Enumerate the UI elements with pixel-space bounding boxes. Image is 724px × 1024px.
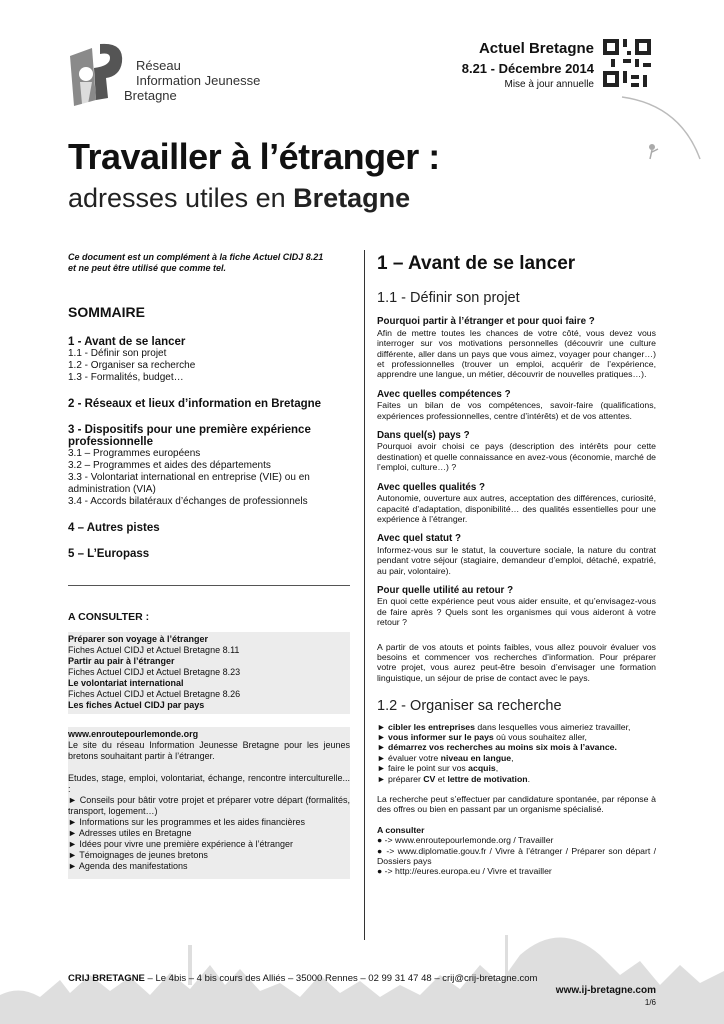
footer-website[interactable]: www.ij-bretagne.com xyxy=(555,985,656,996)
toc-item: 3.2 – Programmes et aides des départements xyxy=(68,460,271,471)
column-divider xyxy=(364,250,365,940)
question-3: Dans quel(s) pays ? xyxy=(377,430,470,442)
site-item: ► Témoignages de jeunes bretons xyxy=(68,850,208,860)
issue-number: 8.21 - Décembre 2014 xyxy=(461,61,594,76)
checklist-item: ► préparer CV et lettre de motivation. xyxy=(377,773,530,784)
toc-section-2: 2 - Réseaux et lieux d’information en Bretagne xyxy=(68,398,322,410)
consulter-line: Fiches Actuel CIDJ et Actuel Bretagne 8.23 xyxy=(68,667,241,677)
checklist-item: ► cibler les entreprises dans lesquelles vous aimeriez travailler, xyxy=(377,721,631,732)
site-topics: Etudes, stage, emploi, volontariat, échange, rencontre interculturelle... : xyxy=(68,773,350,794)
question-6: Pour quelle utilité au retour ? xyxy=(377,584,514,596)
toc-item: 3.3 - Volontariat international en entreprise (VIE) ou en xyxy=(68,472,310,483)
search-paragraph: La recherche peut s’effectuer par candidature spontanée, par réponse à des offres ou bien en passant par un organisme spécialisé. xyxy=(377,794,656,815)
divider-line xyxy=(68,585,350,586)
site-item: ► Idées pour vivre une première expérience à l’étranger xyxy=(68,839,294,849)
toc-section-3a: 3 - Dispositifs pour une première expérience xyxy=(68,424,311,436)
consulter-line: Fiches Actuel CIDJ et Actuel Bretagne 8.26 xyxy=(68,689,241,699)
footer-address xyxy=(68,973,537,984)
consulter-line: Préparer son voyage à l’étranger xyxy=(68,634,209,644)
answer-6: En quoi cette expérience peut vous aider ensuite, et qu’envisagez-vous de faire après ? Quels sont les organismes qui vous aideront à votre retour ? xyxy=(377,596,656,628)
right-column xyxy=(377,290,656,877)
site-item: ► Informations sur les programmes et les aides financières xyxy=(68,817,306,827)
series-name: Actuel Bretagne xyxy=(478,40,594,57)
toc-item: 1.3 - Formalités, budget… xyxy=(68,372,184,383)
logo-line-2: Information Jeunesse xyxy=(136,73,261,88)
checklist-item: ► faire le point sur vos acquis, xyxy=(377,763,499,774)
site-link[interactable]: www.enroutepourlemonde.org xyxy=(68,729,199,739)
answer-3: Pourquoi avoir choisi ce pays (description des intérêts pour cette destination) et quelle connaissance en avez-vous (économie, marché de l’emploi, culture…) ? xyxy=(377,441,656,473)
toc-item: 1.1 - Définir son projet xyxy=(68,348,167,359)
update-note: Mise à jour annuelle xyxy=(504,79,594,90)
toc-section-3b: professionnelle xyxy=(68,436,153,448)
logo-line-1: Réseau xyxy=(136,58,181,73)
checklist-item: ► vous informer sur le pays où vous souhaitez aller, xyxy=(377,732,587,742)
question-5: Avec quel statut ? xyxy=(377,533,462,545)
question-2: Avec quelles compétences ? xyxy=(377,388,511,400)
page-title: Travailler à l’étranger : xyxy=(68,136,440,177)
consulter-line: Le volontariat international xyxy=(68,678,184,688)
consult-heading: A consulter xyxy=(377,824,425,835)
consulter-box-site xyxy=(68,727,350,879)
answer-4: Autonomie, ouverture aux autres, acceptation des différences, curiosité, capacité d’adaptation, disponibilité… des qualités essentielles pour une expérience à l’étranger. xyxy=(377,493,656,524)
subtitle-bold: Bretagne xyxy=(293,183,411,213)
page-subtitle xyxy=(68,183,410,214)
toc-item: administration (VIA) xyxy=(68,484,156,495)
link-item[interactable]: ● -> www.diplomatie.gouv.fr / Vivre à l’étranger / Préparer son départ / Dossiers pays xyxy=(377,845,656,867)
checklist-item: ► démarrez vos recherches au moins six mois à l’avance. xyxy=(377,742,617,753)
answer-1: Afin de mettre toutes les chances de votre côté, vous devez vous interroger sur vos motivations personnelles (découvrir une culture différente, aller dans un pays que vous aimez, voyager pour changer…) et professionnelles (trouver un emploi, acquérir de l’expérience, apprendre une langue, un métier, découvrir de nouvelles pratiques…). xyxy=(377,327,656,380)
checklist xyxy=(377,722,656,784)
consulter-line: Fiches Actuel CIDJ et Actuel Bretagne 8.11 xyxy=(68,645,240,655)
footer-org: CRIJ BRETAGNE xyxy=(68,973,145,984)
link-item[interactable]: ● -> www.enroutepourlemonde.org / Travailler xyxy=(377,835,554,846)
sommaire-heading: SOMMAIRE xyxy=(68,304,145,320)
consulter-line: Les fiches Actuel CIDJ par pays xyxy=(68,700,205,710)
section-heading-1: 1 – Avant de se lancer xyxy=(377,253,576,274)
intro-line-2: et ne peut être utilisé que comme tel. xyxy=(68,263,227,273)
toc-section-4: 4 – Autres pistes xyxy=(68,522,160,534)
question-1: Pourquoi partir à l’étranger et pour quoi faire ? xyxy=(377,316,595,328)
site-description: Le site du réseau Information Jeunesse Bretagne pour les jeunes bretons souhaitant partir à l’étranger. xyxy=(68,740,350,761)
consulter-line: Partir au pair à l’étranger xyxy=(68,656,175,666)
toc-item: 3.1 – Programmes européens xyxy=(68,448,201,459)
consulter-box-fiches xyxy=(68,632,350,714)
toc-section-1: 1 - Avant de se lancer xyxy=(68,336,186,348)
logo-line-3: Bretagne xyxy=(124,88,177,103)
checklist-item: ► évaluer votre niveau en langue, xyxy=(377,752,514,763)
sommaire-list xyxy=(68,336,350,560)
footer-address-text: – Le 4bis – 4 bis cours des Alliés – 35000 Rennes – 02 99 31 47 48 – crij@crij-bretagne.com xyxy=(144,973,538,984)
subsection-heading-1-2: 1.2 - Organiser sa recherche xyxy=(377,698,562,715)
question-4: Avec quelles qualités ? xyxy=(377,481,485,493)
subsection-heading-1-1: 1.1 - Définir son projet xyxy=(377,290,520,306)
intro-line-1: Ce document est un complément à la fiche Actuel CIDJ 8.21 xyxy=(68,252,324,262)
intro-note xyxy=(68,252,350,274)
toc-section-5: 5 – L’Europass xyxy=(68,548,150,560)
site-item: ► Agenda des manifestations xyxy=(68,861,188,871)
site-item: ► Conseils pour bâtir votre projet et préparer votre départ (formalités, transport, logement…) xyxy=(68,795,350,816)
toc-item: 3.4 - Accords bilatéraux d’échanges de professionnels xyxy=(68,496,308,507)
page-number: 1/6 xyxy=(644,998,656,1007)
toc-item: 1.2 - Organiser sa recherche xyxy=(68,360,196,371)
answer-2: Faites un bilan de vos compétences, savoir-faire (qualifications, expériences professionnelles, centre d’intérêts) et de vos attentes. xyxy=(377,400,656,421)
site-item: ► Adresses utiles en Bretagne xyxy=(68,828,192,838)
rij-logo xyxy=(66,42,128,112)
answer-5: Informez-vous sur le statut, la couverture sociale, la nature du contrat pendant votre séjour (stagiaire, demandeur d’emploi, détaché, expatrié, au pair, volontaire). xyxy=(377,544,656,576)
decorative-figure-icon xyxy=(620,95,710,165)
link-item[interactable]: ● -> http://eures.europa.eu / Vivre et travailler xyxy=(377,866,552,877)
consulter-heading: A CONSULTER : xyxy=(68,611,150,623)
qr-code xyxy=(603,38,651,88)
summary-paragraph: A partir de vos atouts et points faibles, vous allez pouvoir évaluer vos besoins et commencer vos recherches d’information. Pour préparer votre projet, vous aurez peut-être besoin d’envisager une formation linguistique, un séjour de prise de contact avec le pays. xyxy=(377,641,656,683)
subtitle-plain: adresses utiles en xyxy=(68,183,294,213)
